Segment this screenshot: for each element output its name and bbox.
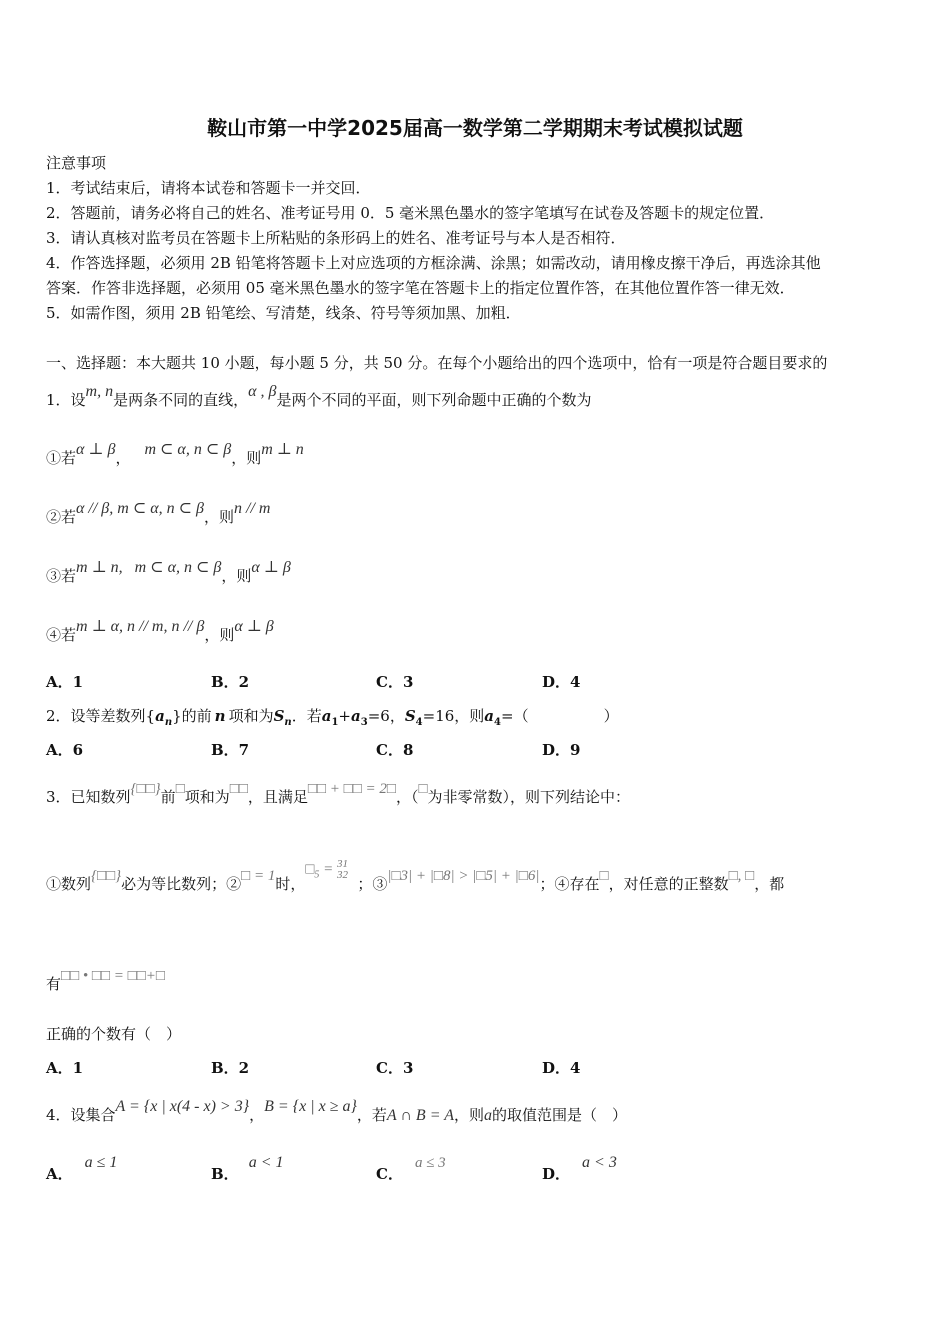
math-expr (305, 859, 348, 881)
q3-option-b[interactable]: B．2 (211, 1059, 250, 1077)
q1-statement-1 (46, 441, 304, 468)
q3-text: 为非零常数），则下列结论中： (427, 788, 631, 806)
statement-text: ，则 (204, 626, 235, 644)
statement-label: ④若 (46, 626, 77, 644)
q4-text: 4．设集合 (46, 1106, 116, 1124)
q1-text: 是两条不同的直线， (113, 391, 249, 409)
q3-text: ，（ (395, 788, 419, 806)
math-part: □ (305, 861, 315, 878)
var: S (273, 707, 285, 725)
math-expr: α // β, m ⊂ α, n ⊂ β (76, 500, 205, 517)
numerator: 31 (337, 858, 349, 870)
q3-statement-4-cont (46, 968, 165, 994)
subscript: 4 (494, 717, 501, 728)
notice-item-3: 3．请认真核对监考员在答题卡上所粘贴的条形码上的姓名、准考证号与本人是否相符． (46, 229, 626, 247)
option-label: B． (211, 1165, 239, 1183)
page-title: 鞍山市第一中学2025届高一数学第二学期期末考试模拟试题 (207, 116, 743, 140)
var: a (155, 707, 165, 725)
q1-statement-3 (46, 559, 291, 586)
q1-math-mn: m, n (85, 383, 114, 400)
q3-text: 前 (160, 788, 176, 806)
statement-text: ①数列 (46, 875, 92, 893)
q4-text: ，则 (453, 1106, 484, 1124)
math-expr: □ = 1 (241, 868, 276, 884)
question-3 (46, 781, 631, 807)
subscript: 3 (360, 717, 368, 728)
statement-text: 必为等比数列；② (121, 875, 242, 893)
math-part: = (319, 861, 338, 878)
q3-option-d[interactable]: D．4 (542, 1059, 581, 1077)
math-expr: a (484, 1107, 492, 1124)
notice-item-4-cont: 答案．作答非选择题，必须用 05 毫米黑色墨水的签字笔在答题卡上的指定位置作答，在其他位置作答一律无效． (46, 279, 795, 297)
denominator: 32 (337, 869, 349, 881)
q2-text: ．若 (291, 707, 322, 725)
q4-option-b[interactable] (211, 1154, 284, 1184)
q2-text: }的前 (172, 707, 212, 725)
math-expr: α ⊥ β (234, 618, 274, 635)
var: a (484, 707, 495, 725)
math-expr: m ⊥ n, m ⊂ α, n ⊂ β (76, 559, 222, 576)
notice-item-2: 2．答题前，请务必将自己的姓名、准考证号用 0．5 毫米黑色墨水的签字笔填写在试卷及答题卡的规定位置． (46, 204, 775, 222)
q2-text: 项和为 (228, 707, 274, 725)
var: a (321, 707, 332, 725)
statement-label: ③若 (46, 567, 77, 585)
math-expr: m ⊥ n (261, 441, 304, 458)
math-expr: □□ + □□ = 2□ (307, 781, 396, 797)
var: a (351, 707, 361, 725)
q2-option-b[interactable]: B．7 (211, 741, 250, 759)
q1-math-ab: α , β (248, 383, 277, 400)
math-expr: a ≤ 3 (414, 1155, 446, 1171)
math-expr: B = {x | x ≥ a} (264, 1098, 357, 1115)
q4-text: ，若 (356, 1106, 387, 1124)
q1-option-d[interactable]: D．4 (542, 673, 581, 691)
math-expr: n // m (234, 500, 271, 517)
math-expr: α ⊥ β (251, 559, 291, 576)
subscript: 1 (331, 717, 339, 728)
q1-option-c[interactable]: C．3 (376, 673, 414, 691)
notice-item-1: 1．考试结束后，请将本试卷和答题卡一并交回． (46, 179, 371, 197)
math-expr: a ≤ 1 (84, 1154, 118, 1171)
q4-option-a[interactable] (46, 1154, 118, 1184)
math-expr: m ⊥ α, n // m, n // β (76, 618, 205, 635)
q3-option-c[interactable]: C．3 (376, 1059, 414, 1077)
statement-text: 有 (46, 975, 62, 993)
math-expr: □ (599, 868, 609, 884)
var: n (214, 707, 226, 725)
math-expr: □□ • □□ = □□+□ (61, 968, 165, 984)
q3-option-a[interactable]: A．1 (46, 1059, 84, 1077)
statement-text: 时， (275, 875, 306, 893)
var: S (404, 707, 416, 725)
subscript: 4 (415, 717, 423, 728)
statement-text: ，则 (204, 508, 235, 526)
q2-text: 2．设等差数列{ (46, 707, 156, 725)
question-2 (46, 705, 619, 728)
option-label: D． (542, 1165, 571, 1183)
q2-option-d[interactable]: D．9 (542, 741, 581, 759)
q2-text: =6， (367, 707, 405, 725)
math-expr: {□□} (130, 781, 161, 797)
statement-text: ，则 (231, 449, 262, 467)
section-heading: 一、选择题：本大题共 10 小题，每小题 5 分，共 50 分。在每个小题给出的四个选项中，恰有一项是符合题目要求的 (46, 354, 828, 372)
math-expr: a < 3 (582, 1154, 617, 1171)
statement-text: ，则 (221, 567, 252, 585)
q1-text: 是两个不同的平面，则下列命题中正确的个数为 (276, 391, 592, 409)
q1-statement-2 (46, 500, 271, 527)
statement-text: ，都 (754, 875, 785, 893)
q3-text: ，且满足 (247, 788, 308, 806)
question-1 (46, 383, 592, 410)
q1-option-b[interactable]: B．2 (211, 673, 250, 691)
q1-option-a[interactable]: A．1 (46, 673, 84, 691)
q4-option-d[interactable] (542, 1154, 617, 1184)
q1-statement-4 (46, 618, 274, 645)
question-4 (46, 1098, 628, 1125)
notice-item-4: 4．作答选择题，必须用 2B 铅笔将答题卡上对应选项的方框涂满、涂黑；如需改动，请用橡皮擦干净后，再选涂其他 (46, 254, 821, 272)
option-label: C． (376, 1165, 403, 1183)
statement-text: ；③ (357, 875, 388, 893)
q3-prompt: 正确的个数有（ ） (46, 1025, 182, 1043)
math-expr: A = {x | x(4 - x) > 3} (115, 1098, 250, 1115)
q2-option-c[interactable]: C．8 (376, 741, 414, 759)
subscript: n (284, 717, 292, 728)
statement-label: ①若 (46, 449, 77, 467)
q2-text: =16，则 (422, 707, 485, 725)
statement-text: ，对任意的正整数 (608, 875, 729, 893)
subscript: 5 (314, 869, 320, 881)
math-expr: □□ (229, 781, 248, 797)
statement-label: ②若 (46, 508, 77, 526)
notice-heading: 注意事项 (46, 154, 107, 172)
math-expr: □ (175, 781, 185, 797)
statement-text: ， (115, 449, 131, 467)
subscript: n (164, 717, 173, 728)
fraction (337, 859, 348, 881)
q2-text: =（ ） (501, 707, 619, 725)
q3-text: 3．已知数列 (46, 788, 131, 806)
math-expr: □, □ (728, 868, 755, 884)
q2-option-a[interactable]: A．6 (46, 741, 84, 759)
option-label: A． (46, 1165, 73, 1183)
math-expr: {□□} (91, 868, 122, 884)
math-expr: |□3| + |□8| > |□5| + |□6| (387, 868, 540, 884)
math-expr: α ⊥ β (76, 441, 116, 458)
q4-text: ， (249, 1106, 265, 1124)
math-expr: m ⊂ α, n ⊂ β (144, 441, 232, 458)
math-expr: □ (418, 781, 428, 797)
q3-statements (46, 858, 785, 894)
q4-text: 的取值范围是（ ） (492, 1106, 628, 1124)
math-expr: a < 1 (248, 1154, 284, 1171)
q4-option-c[interactable] (376, 1155, 446, 1184)
q1-text: 1．设 (46, 391, 86, 409)
q3-text: 项和为 (184, 788, 230, 806)
notice-item-5: 5．如需作图，须用 2B 铅笔绘、写清楚，线条、符号等须加黑、加粗． (46, 304, 521, 322)
statement-text: ；④存在 (539, 875, 600, 893)
q2-text: + (338, 707, 351, 725)
math-expr: A ∩ B = A (386, 1107, 454, 1124)
